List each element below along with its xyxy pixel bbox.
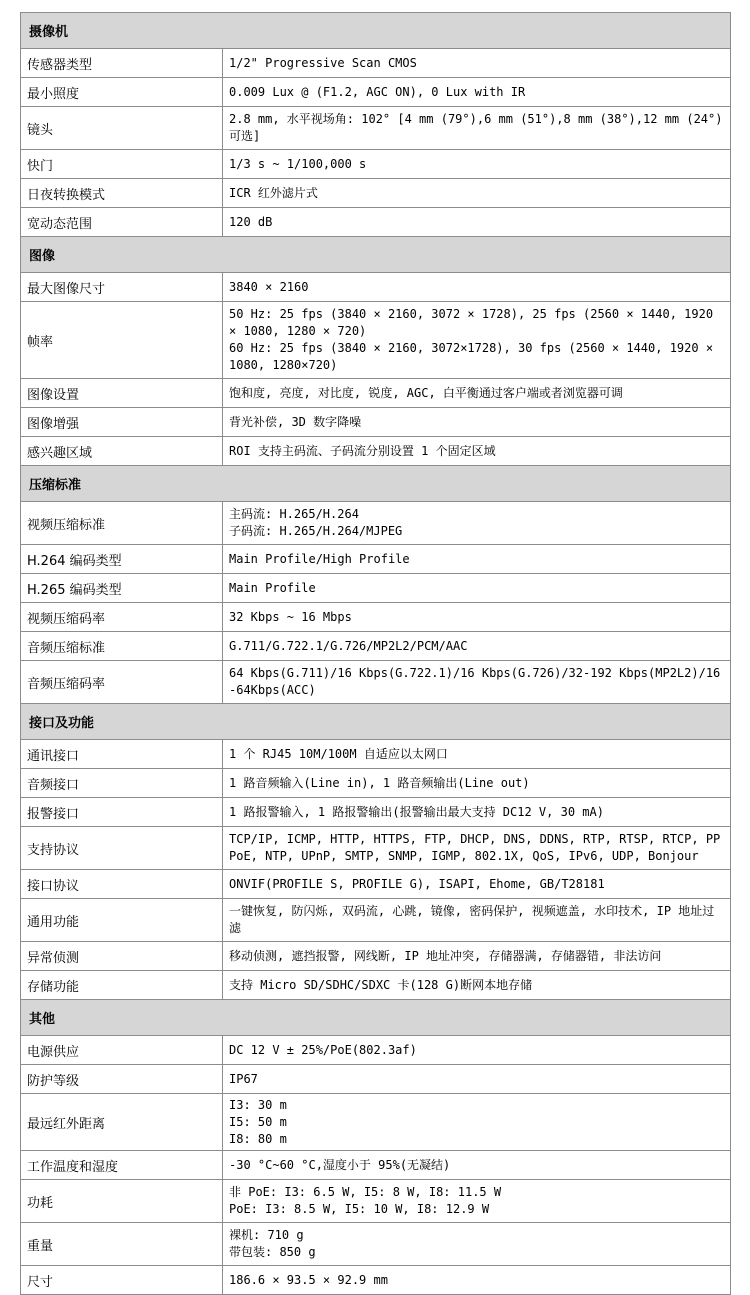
spec-row bbox=[21, 899, 731, 942]
spec-value bbox=[223, 502, 731, 545]
spec-label: 支持协议 bbox=[21, 827, 223, 870]
spec-value-line: 移动侦测, 遮挡报警, 网线断, IP 地址冲突, 存储器满, 存储器错, 非法访问 bbox=[229, 948, 662, 963]
section-title: 摄像机 bbox=[21, 13, 731, 49]
spec-value-line: Main Profile bbox=[229, 580, 316, 595]
spec-value-line: Main Profile/High Profile bbox=[229, 551, 410, 566]
spec-row bbox=[21, 302, 731, 379]
spec-row bbox=[21, 798, 731, 827]
spec-value bbox=[223, 379, 731, 408]
spec-value-line: 50 Hz: 25 fps (3840 × 2160, 3072 × 1728), 25 fps (2560 × 1440, 1920 × 1080, 1280 × 720) bbox=[229, 307, 714, 338]
spec-label: 尺寸 bbox=[21, 1266, 223, 1295]
spec-row bbox=[21, 1151, 731, 1180]
spec-row bbox=[21, 942, 731, 971]
spec-row bbox=[21, 1266, 731, 1295]
spec-value bbox=[223, 1223, 731, 1266]
spec-value-line: 支持 Micro SD/SDHC/SDXC 卡(128 G)断网本地存储 bbox=[229, 977, 533, 992]
spec-value-line: 3840 × 2160 bbox=[229, 279, 309, 294]
spec-value bbox=[223, 150, 731, 179]
spec-label: 日夜转换模式 bbox=[21, 179, 223, 208]
spec-row bbox=[21, 1223, 731, 1266]
spec-row bbox=[21, 150, 731, 179]
spec-value-line: 186.6 × 93.5 × 92.9 mm bbox=[229, 1272, 388, 1287]
section-header bbox=[21, 13, 731, 49]
spec-value bbox=[223, 1065, 731, 1094]
spec-label: 镜头 bbox=[21, 107, 223, 150]
spec-row bbox=[21, 769, 731, 798]
spec-label: 帧率 bbox=[21, 302, 223, 379]
spec-label: 感兴趣区域 bbox=[21, 437, 223, 466]
spec-row bbox=[21, 740, 731, 769]
spec-value-line: 64 Kbps(G.711)/16 Kbps(G.722.1)/16 Kbps(G.726)/32-192 Kbps(MP2L2)/16-64Kbps(ACC) bbox=[229, 666, 721, 697]
spec-label: H.265 编码类型 bbox=[21, 574, 223, 603]
spec-label: 视频压缩标准 bbox=[21, 502, 223, 545]
spec-value bbox=[223, 574, 731, 603]
spec-value bbox=[223, 1036, 731, 1065]
spec-value bbox=[223, 107, 731, 150]
section-header bbox=[21, 466, 731, 502]
spec-value-line: DC 12 V ± 25%/PoE(802.3af) bbox=[229, 1042, 417, 1057]
spec-label: 接口协议 bbox=[21, 870, 223, 899]
spec-label: 最远红外距离 bbox=[21, 1094, 223, 1151]
section-title: 接口及功能 bbox=[21, 704, 731, 740]
spec-value bbox=[223, 661, 731, 704]
spec-value-line: PoE: I3: 8.5 W, I5: 10 W, I8: 12.9 W bbox=[229, 1202, 490, 1216]
spec-value-line: ICR 红外滤片式 bbox=[229, 185, 318, 200]
spec-value bbox=[223, 971, 731, 1000]
spec-value-line: 32 Kbps ~ 16 Mbps bbox=[229, 609, 352, 624]
spec-label: 电源供应 bbox=[21, 1036, 223, 1065]
spec-table bbox=[20, 12, 731, 1295]
spec-value-line: 1 个 RJ45 10M/100M 自适应以太网口 bbox=[229, 746, 448, 761]
spec-label: 视频压缩码率 bbox=[21, 603, 223, 632]
spec-value bbox=[223, 302, 731, 379]
spec-value bbox=[223, 545, 731, 574]
spec-value-line: 1 路报警输入, 1 路报警输出(报警输出最大支持 DC12 V, 30 mA) bbox=[229, 804, 604, 819]
spec-value bbox=[223, 870, 731, 899]
spec-value bbox=[223, 798, 731, 827]
spec-value-line: ROI 支持主码流、子码流分别设置 1 个固定区域 bbox=[229, 443, 496, 458]
section-title: 图像 bbox=[21, 237, 731, 273]
spec-value bbox=[223, 827, 731, 870]
spec-row bbox=[21, 78, 731, 107]
spec-value-line: 子码流: H.265/H.264/MJPEG bbox=[229, 524, 403, 538]
spec-label: 宽动态范围 bbox=[21, 208, 223, 237]
spec-label: 图像增强 bbox=[21, 408, 223, 437]
spec-table-body bbox=[21, 13, 731, 1295]
section-header bbox=[21, 704, 731, 740]
spec-row bbox=[21, 437, 731, 466]
spec-value bbox=[223, 208, 731, 237]
spec-value bbox=[223, 408, 731, 437]
spec-value bbox=[223, 942, 731, 971]
spec-value-line: 裸机: 710 g bbox=[229, 1228, 304, 1242]
spec-value-line: IP67 bbox=[229, 1071, 258, 1086]
spec-label: H.264 编码类型 bbox=[21, 545, 223, 574]
spec-value-line: 1/3 s ~ 1/100,000 s bbox=[229, 156, 367, 171]
spec-value-line: I5: 50 m bbox=[229, 1114, 287, 1129]
spec-value-line: 带包装: 850 g bbox=[229, 1245, 316, 1259]
spec-row bbox=[21, 179, 731, 208]
spec-value-line: 1 路音频输入(Line in), 1 路音频输出(Line out) bbox=[229, 775, 530, 790]
spec-label: 工作温度和湿度 bbox=[21, 1151, 223, 1180]
spec-value-line: 60 Hz: 25 fps (3840 × 2160, 3072×1728), 30 fps (2560 × 1440, 1920 × 1080, 1280×720) bbox=[229, 341, 714, 372]
spec-label: 存储功能 bbox=[21, 971, 223, 1000]
spec-row bbox=[21, 1065, 731, 1094]
spec-row bbox=[21, 971, 731, 1000]
spec-label: 重量 bbox=[21, 1223, 223, 1266]
spec-label: 快门 bbox=[21, 150, 223, 179]
spec-value-line: TCP/IP, ICMP, HTTP, HTTPS, FTP, DHCP, DNS, DDNS, RTP, RTSP, RTCP, PPPoE, NTP, UPnP, SMTP, SNMP, IGMP, 802.1X, QoS, IPv6, UDP, Bonjour bbox=[229, 832, 721, 863]
spec-row bbox=[21, 379, 731, 408]
spec-row bbox=[21, 208, 731, 237]
spec-value-line: 0.009 Lux @ (F1.2, AGC ON), 0 Lux with IR bbox=[229, 84, 526, 99]
spec-label: 通讯接口 bbox=[21, 740, 223, 769]
spec-row bbox=[21, 1036, 731, 1065]
spec-value bbox=[223, 899, 731, 942]
spec-value-line: 背光补偿, 3D 数字降噪 bbox=[229, 414, 362, 429]
spec-row bbox=[21, 827, 731, 870]
spec-label: 最小照度 bbox=[21, 78, 223, 107]
spec-value bbox=[223, 740, 731, 769]
spec-label: 功耗 bbox=[21, 1180, 223, 1223]
spec-value bbox=[223, 437, 731, 466]
spec-row bbox=[21, 49, 731, 78]
spec-value bbox=[223, 1151, 731, 1180]
spec-row bbox=[21, 603, 731, 632]
spec-value bbox=[223, 49, 731, 78]
spec-value bbox=[223, 78, 731, 107]
spec-row bbox=[21, 408, 731, 437]
spec-value-line: -30 °C~60 °C,湿度小于 95%(无凝结) bbox=[229, 1157, 451, 1172]
spec-value-line: ONVIF(PROFILE S, PROFILE G), ISAPI, Ehome, GB/T28181 bbox=[229, 876, 605, 891]
spec-value bbox=[223, 179, 731, 208]
spec-value-line: 饱和度, 亮度, 对比度, 锐度, AGC, 白平衡通过客户端或者浏览器可调 bbox=[229, 385, 623, 400]
spec-row bbox=[21, 632, 731, 661]
spec-value-line: 2.8 mm, 水平视场角: 102° [4 mm (79°),6 mm (51°),8 mm (38°),12 mm (24°)可选] bbox=[229, 112, 723, 143]
spec-value-line: 1/2" Progressive Scan CMOS bbox=[229, 55, 417, 70]
spec-label: 图像设置 bbox=[21, 379, 223, 408]
spec-value-line: 120 dB bbox=[229, 214, 273, 229]
spec-value bbox=[223, 603, 731, 632]
spec-row bbox=[21, 1094, 731, 1151]
spec-value-line: 主码流: H.265/H.264 bbox=[229, 507, 359, 521]
spec-row bbox=[21, 661, 731, 704]
section-title: 其他 bbox=[21, 1000, 731, 1036]
section-header bbox=[21, 237, 731, 273]
spec-value-line: 非 PoE: I3: 6.5 W, I5: 8 W, I8: 11.5 W bbox=[229, 1185, 502, 1199]
spec-label: 最大图像尺寸 bbox=[21, 273, 223, 302]
spec-row bbox=[21, 502, 731, 545]
spec-row bbox=[21, 574, 731, 603]
spec-row bbox=[21, 1180, 731, 1223]
spec-value-line: G.711/G.722.1/G.726/MP2L2/PCM/AAC bbox=[229, 638, 468, 653]
spec-label: 异常侦测 bbox=[21, 942, 223, 971]
spec-row bbox=[21, 545, 731, 574]
spec-label: 传感器类型 bbox=[21, 49, 223, 78]
spec-value bbox=[223, 1094, 731, 1151]
spec-value bbox=[223, 1180, 731, 1223]
spec-value-line: I3: 30 m bbox=[229, 1097, 287, 1112]
spec-value-line: I8: 80 m bbox=[229, 1131, 287, 1146]
spec-value bbox=[223, 769, 731, 798]
spec-label: 音频接口 bbox=[21, 769, 223, 798]
spec-value bbox=[223, 273, 731, 302]
spec-row bbox=[21, 870, 731, 899]
spec-label: 防护等级 bbox=[21, 1065, 223, 1094]
spec-value bbox=[223, 1266, 731, 1295]
spec-label: 通用功能 bbox=[21, 899, 223, 942]
spec-row bbox=[21, 107, 731, 150]
spec-row bbox=[21, 273, 731, 302]
spec-label: 报警接口 bbox=[21, 798, 223, 827]
section-title: 压缩标准 bbox=[21, 466, 731, 502]
spec-value-line: 一键恢复, 防闪烁, 双码流, 心跳, 镜像, 密码保护, 视频遮盖, 水印技术, IP 地址过滤 bbox=[229, 904, 715, 935]
spec-label: 音频压缩码率 bbox=[21, 661, 223, 704]
section-header bbox=[21, 1000, 731, 1036]
spec-label: 音频压缩标准 bbox=[21, 632, 223, 661]
spec-value bbox=[223, 632, 731, 661]
